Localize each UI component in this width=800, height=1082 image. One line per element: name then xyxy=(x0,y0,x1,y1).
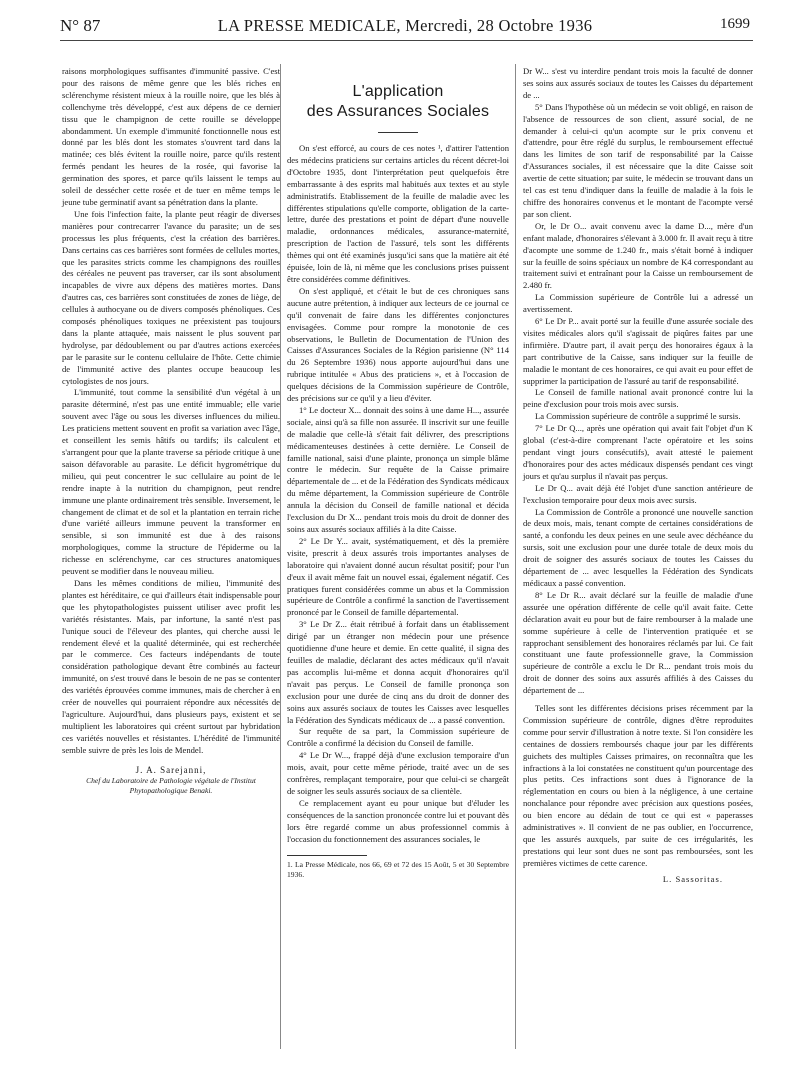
paragraph: La Commission de Contrôle a prononcé une nouvelle sanction de deux mois, mais, tenant compte de certaines considérations de santé, a confondu les deux peines en une seule avec déchéance du sursis, soit une exclusion pour une durée totale de deux mois du droit de soigner des assurés sociaux de toutes les Caisses du département de ... avec lesquelles la Fédération des Syndicats médicaux a passé convention. xyxy=(523,506,753,588)
column-middle xyxy=(287,80,509,880)
paragraph: Ce remplacement ayant eu pour unique but d'éluder les conséquences de la sanction prononcée contre lui et pouvant dès lors être regardé comme un abus professionnel commis à l'occasion du fonctionnement des assurances sociales, le xyxy=(287,797,509,844)
header-rule xyxy=(60,40,753,41)
paragraph: 6° Le Dr P... avait porté sur la feuille d'une assurée sociale des visites médicales alors qu'il s'agissait de piqûres faites par une infirmière. D'autre part, il avait perçu des honoraires égaux à la part contributive de la Caisse, sans indiquer sur la feuille de maladie le montant de ces honoraires, ce qui avait eu pour effet de supprimer la participation de l'assuré au tarif de responsabilité. xyxy=(523,316,753,386)
article-title-line: L'application xyxy=(352,83,444,100)
page-number: 1699 xyxy=(720,16,750,32)
paragraph: 4° Le Dr W..., frappé déjà d'une exclusion temporaire d'un mois, avait, pour cette même période, traité avec un de ses confrères, remplaçant temporaire, pour que celui-ci se chargeât de soigner les seuls assurés sociaux de sa clientèle. xyxy=(287,750,509,796)
paragraph: 2° Le Dr Y... avait, systématiquement, et dès la première visite, prescrit à deux assurés trois importantes analyses de laboratoire qui n'avaient donné aucun résultat positif; pour l'un d'eux il avait même fait un nouvel essai, également négatif. Ces pratiques furent considérées comme un abus et la Commission supérieure de Contrôle a confirmé la sanction de l'avertissement prononcé par le Conseil de famille départemental. xyxy=(287,535,509,618)
author-signature: J. A. Sarejanni, xyxy=(135,764,207,775)
paragraph: 5° Dans l'hypothèse où un médecin se voit obligé, en raison de l'absence de ressources de son client, assuré social, de ne demander à celui-ci qu'un acompte sur le prix convenu et d'attendre, pour être réglé du surplus, le remboursement effectué dans les limites de son tarif de responsabilité par la Caisse d'Assurances sociales, il est nécessaire que la dite Caisse soit avertie de cette situation; par suite, le médecin se trouvant dans un tel cas est tenu d'indiquer dans la feuille de maladie à la fois le chiffre des honoraires convenus et le montant de l'acompte versé par son client. xyxy=(523,101,753,219)
footnote-rule xyxy=(287,855,367,856)
page-header xyxy=(60,16,750,38)
title-rule xyxy=(378,132,418,133)
paragraph: raisons morphologiques suffisantes d'immunité passive. C'est pour des raisons de même genre que les blés riches en sclérenchyme résistent mieux à la rouille noire, que les blés à collenchyme très développé, c'est aux dépens de ce dernier tissu que le champignon de cette rouille se développe abondamment. Un exemple d'immunité fonctionnelle nous est donné par les blés dont les stomates s'ouvrent tard dans la matinée; ces blés évitent la rouille noire, parce qu'ils restent fermés pendant les heures de la rosée, qui favorise la germination des spores, et parce qu'ils laissent le temps au soleil de dessécher cette rosée et de tuer en même temps le jeune tube germinatif avant sa pénétration dans la plante. xyxy=(62,66,280,207)
author-signature: L. Sassoritas. xyxy=(662,873,723,884)
paragraph: 1° Le docteur X... donnait des soins à une dame H..., assurée sociale, ainsi qu'à sa fille non assurée. Il inscrivit sur une feuille de maladie que celle-là s'était fait délivrer, des prescriptions médicamenteuses destinées à cette dernière. Le Conseil de famille national, saisi d'une plainte, prononça un simple blâme contre le médecin. Sur requête de la Caisse primaire départementale de ... et de la Fédération des Syndicats médicaux du même département, la Commission supérieure de Contrôle annula la décision du Conseil de famille national et décida l'exclusion du Dr X... pendant trois mois du droit de donner des soins aux assurés sociaux affiliés à la dite Caisse. xyxy=(287,404,509,534)
paragraph: On s'est efforcé, au cours de ces notes ¹, d'attirer l'attention des médecins praticiens sur certains articles du récent décret-loi d'Octobre 1935, dont l'interprétation peut quelquefois être embarrassante à des esprits mal habitués aux textes et au style administratifs. Etablissement de la feuille de maladie avec les différentes stipulations qu'elle comporte, obligation de la carte-lettre, durée des prestations et point de départ d'une nouvelle maladie, ordonnances médicales, assurance-maternité, prescription de l'action de l'assuré, tels sont les différents thèmes qui ont été examinés jusqu'ici sans que la matière ait été épuisée, loin de là, ni même que les conclusions prises puissent être considérées comme définitives. xyxy=(287,143,509,284)
paragraph: On s'est appliqué, et c'était le but de ces chroniques sans aucune autre prétention, à indiquer aux lecteurs de ce journal ce qu'il convenait de faire dans les différentes conjonctures envisagées. Comme pour rompre la monotonie de ces observations, le Bulletin de Documentation de l'Union des Caisses d'Assurances Sociales de la Région parisienne (N° 114 du 26 Septembre 1936) nous apporte aujourd'hui dans une rubrique intitulée « Abus des praticiens », et à l'occasion de quelques décisions de la Commission supérieure de Contrôle, des précisions sur ce qu'il y a lieu d'éviter. xyxy=(287,285,509,404)
article-title xyxy=(287,82,509,122)
paragraph: Le Dr Q... avait déjà été l'objet d'une sanction antérieure de l'exclusion temporaire pour deux mois avec sursis. xyxy=(523,482,753,505)
paragraph: Sur requête de sa part, la Commission supérieure de Contrôle a confirmé la décision du Conseil de famille. xyxy=(287,726,509,749)
column-divider xyxy=(280,64,281,1049)
author-affiliation: Chef du Laboratoire de Pathologie végétale de l'Institut Phytopathologique Benaki. xyxy=(86,776,256,796)
column-right xyxy=(523,66,753,886)
paragraph: Le Conseil de famille national avait prononcé contre lui la peine d'exclusion pour trois mois avec sursis. xyxy=(523,387,753,410)
paragraph: La Commission supérieure de Contrôle lui a adressé un avertissement. xyxy=(523,292,753,315)
paragraph: 7° Le Dr Q..., après une opération qui avait fait l'objet d'un K global (c'est-à-dire comprenant l'acte opératoire et les soins pendant vingt jours consécutifs), avait attesté le paiement d'honoraires pour des actes médicaux dispensés pendant ces vingt jours et qu'au surplus il n'avait pas perçus. xyxy=(523,423,753,481)
paragraph: Dans les mêmes conditions de milieu, l'immunité des plantes est héréditaire, ce qui d'ailleurs était indispensable pour que les phytopathologistes puissent utiliser avec profit les variétés résistantes. Mais, par infortune, la santé n'est pas l'unique souci de l'éleveur des plantes, qui cherche aussi le rendement élevé et la qualité déterminée, qui est recherchée par le commerce. Ces facteurs indépendants de toute considération pathologique devant être combinés au facteur immunité, on s'est trouvé dans le besoin de ne pas se contenter des variétés éprouvées comme immunes, mais de chercher à en créer de nouvelles qui pourraient répondre aux nécessités de l'agriculture. Aujourd'hui, dans plusieurs pays, existent et se multiplient les laboratoires qui créent surtout par hybridation ces variétés nouvelles et résistantes. L'hérédité de l'immunité semble suivre de près les lois de Mendel. xyxy=(62,577,280,755)
paragraph: Dr W... s'est vu interdire pendant trois mois la faculté de donner ses soins aux assurés sociaux de toutes les Caisses du département de ... xyxy=(523,66,753,100)
paragraph: Or, le Dr O... avait convenu avec la dame D..., mère d'un enfant malade, d'honoraires s'élevant à 3.000 fr. Il avait reçu à titre d'acompte une somme de 1.240 fr., mais s'était borné à indiquer sur la feuille de soins spéciaux un nombre de K4 correspondant au traitement suivi et entraînant pour la Caisse un remboursement de 2.480 fr. xyxy=(523,220,753,291)
column-divider xyxy=(515,64,516,1049)
paragraph: 8° Le Dr R... avait déclaré sur la feuille de maladie d'une assurée une opération différente de celle qu'il avait faite. Cette déclaration avait eu pour but de faire rembourser à la malade une somme supérieure à celle de l'intervention pratiquée et se rapprochant sensiblement des honoraires réclamés par lui. Ce fait constituant une faute professionnelle grave, la Commission supérieure de contrôle a exclu le Dr R... pendant trois mois du droit de donner des soins aux assurés affiliés à des Caisses du département de ... xyxy=(523,589,753,696)
paragraph: Telles sont les différentes décisions prises récemment par la Commission supérieure de contrôle, dignes d'être reproduites comme pour servir d'illustration à notre texte. Si l'on considère les centaines de dossiers remboursés chaque jour par les différents guichets des multiples Caisses primaires, on reconnaîtra que les infractions à la loi constatées ne constituent qu'un pourcentage des plus petits. Ces infractions sont dues à l'ignorance de la réglementation en cours ou bien à la négligence, à une certaine nonchalance pour répondre avec précision aux questions posées, ou bien encore au dédain de tout ce qui est « paperasses administratives ». Il convient de ne pas oublier, en l'occurrence, que les assurés auxquels, par suite de ces irrégularités, les prestations qui leur sont dues ne sont pas remboursées, sont les premières victimes de cette carence. xyxy=(523,703,753,868)
column-left xyxy=(62,66,280,796)
paragraph: 3° Le Dr Z... était rétribué à forfait dans un établissement dirigé par un étranger non médecin pour une présence quotidienne d'une heure et demie. En cette qualité, il signa des feuilles de maladie, déclarant des actes médicaux qu'il n'avait pas accomplis lui-même et donna acquit d'honoraires qu'il n'avait pas perçus. Le Conseil de famille prononça son exclusion pour une durée de cinq ans du droit de donner des soins aux assurés sociaux de toutes les Caisses avec lesquelles la Fédération des Syndicats médicaux de ... a passé convention. xyxy=(287,619,509,725)
article-title-line: des Assurances Sociales xyxy=(306,103,490,120)
journal-title: LA PRESSE MEDICALE, Mercredi, 28 Octobre 1936 xyxy=(217,16,593,35)
issue-number: N° 87 xyxy=(60,16,101,35)
paragraph: L'immunité, tout comme la sensibilité d'un végétal à un parasite déterminé, n'est pas une entité immuable; elle varie souvent avec l'âge ou sous les diverses influences du milieu. Les praticiens mettent souvent en profit sa variation avec l'âge, et conseillent les semis hâtifs ou tardifs; ils calculent et s'arrangent pour que la plante traverse sa période critique à une saison défavorable au parasite. Le déficit hygrométrique du milieu, qui peut concentrer le suc cellulaire au point de le rendre inapte à la nutrition du champignon, peut rendre immune une plante ordinairement très sensible. Inversement, le changement de climat et de sol et la plantation en terrain riche d'une variété ailleurs immune peuvent la transformer en sensible, si son immunité est due à des raisons morphologiques, comme la structure de l'épiderme ou la richesse en sclérenchyme, car ces structures anatomiques peuvent se modifier dans le nouveau milieu. xyxy=(62,387,280,577)
footnote: 1. La Presse Médicale, nos 66, 69 et 72 des 15 Août, 5 et 30 Septembre 1936. xyxy=(287,860,509,880)
paragraph: La Commission supérieure de contrôle a supprimé le sursis. xyxy=(535,411,741,422)
paragraph: Une fois l'infection faite, la plante peut réagir de diverses manières pour contrecarrer l'avance du parasite; un de ses processus les plus fréquents, c'est la création des barrières. Dans certains cas ces barrières sont formées de cellules mortes, que les parasites stricts comme les champignons des rouilles des céréales ne peuvent pas traverser, car ils sont absolument incapables de vivre aux dépens des matières mortes. Dans d'autres cas, ces barrières sont constituées de zones de liège, de cellules à authocyane ou de divers composés phénoliques. Ces composés phénoliques toxiques ne préexistent pas toujours dans la plante attaquée, mais naissent le plus souvent par hydrolyse, par dédoublement ou par d'autres actions exercées par le parasite sur le contenu cellulaire de l'hôte. Cette chimie de l'immunité active des plantes occupe beaucoup les cytologistes de nos jours. xyxy=(62,208,280,386)
